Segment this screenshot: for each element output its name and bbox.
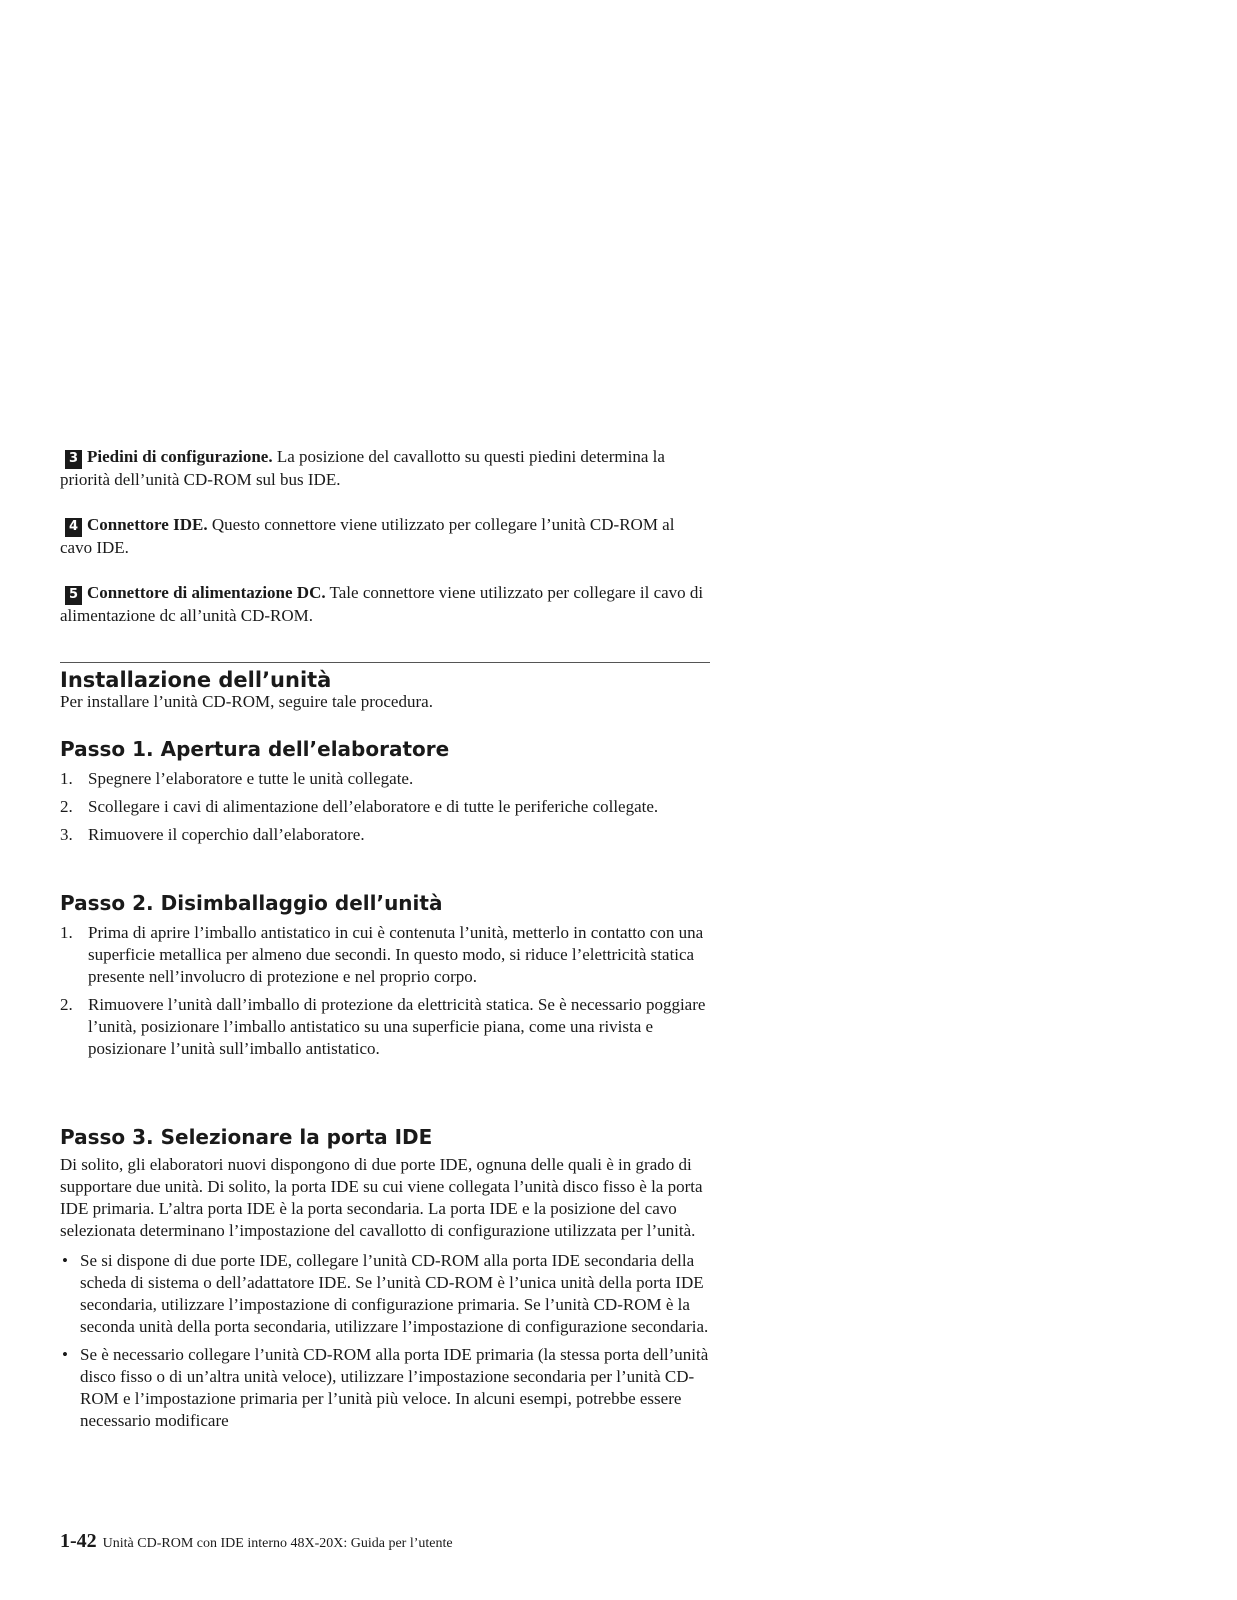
callout-text: La posizione del cavallotto su questi piedini determina la priorità dell’unità CD-ROM sul bus IDE. [60,447,665,489]
step3-block [60,1124,710,1438]
callout-configuration-pins [60,446,710,491]
footer-title: Unità CD-ROM con IDE interno 48X-20X: Guida per l’utente [102,1536,453,1551]
callout-text: Questo connettore viene utilizzato per collegare l’unità CD-ROM al cavo IDE. [60,515,675,557]
step3-bullets [60,1250,710,1432]
list-item: 3. Rimuovere il coperchio dall’elaboratore. [60,825,365,844]
list-item: • Se si dispone di due porte IDE, collegare l’unità CD-ROM alla porta IDE secondaria della scheda di sistema o dell’adattatore IDE. Se l’unità CD-ROM è l’unica unità della porta IDE secondaria, utilizzare l’impostazione di configurazione primaria. Se l’unità CD-ROM è la seconda unità della porta secondaria, utilizzare l’impostazione di configurazione secondaria. [62,1251,709,1336]
callout-marker: 4 [65,518,82,537]
step1-title: Passo 1. Apertura dell’elaboratore [60,737,450,761]
list-item: 2. Rimuovere l’unità dall’imballo di protezione da elettricità statica. Se è necessario poggiare l’unità, posizionare l’imballo antistatico su una superficie piana, come una rivista e posizionare l’unità sull’imballo antistatico. [60,995,706,1058]
section-intro: Per installare l’unità CD-ROM, seguire tale procedura. [60,692,433,711]
callout-term: Connettore di alimentazione DC. [87,583,326,602]
step1-list [60,768,710,846]
page-footer [60,1530,453,1553]
section-title: Installazione dell’unità [60,668,332,692]
step3-paragraph: Di solito, gli elaboratori nuovi dispongono di due porte IDE, ognuna delle quali è in grado di supportare due unità. Di solito, la porta IDE su cui viene collegata l’unità disco fisso è la porta IDE primaria. L’altra porta IDE è la porta secondaria. La porta IDE e la posizione del cavo selezionata determinano l’impostazione del cavallotto di configurazione utilizzata per l’unità. [60,1155,703,1240]
list-item: 1. Prima di aprire l’imballo antistatico in cui è contenuta l’unità, metterlo in contatto con una superficie metallica per almeno due secondi. In questo modo, si riduce l’elettricità statica presente nell’involucro di protezione e nel proprio corpo. [60,923,704,986]
callout-marker: 3 [65,450,82,469]
callout-text: Tale connettore viene utilizzato per collegare il cavo di alimentazione dc all’unità CD-ROM. [60,583,704,625]
callout-term: Connettore IDE. [87,515,208,534]
list-item: 1. Spegnere l’elaboratore e tutte le unità collegate. [60,769,414,788]
step1-block [60,736,710,852]
step2-list [60,922,710,1060]
page-number: 1-42 [60,1530,97,1552]
list-item: 2. Scollegare i cavi di alimentazione dell’elaboratore e di tutte le periferiche collegate. [60,797,659,816]
step2-block [60,890,710,1066]
step3-title: Passo 3. Selezionare la porta IDE [60,1125,433,1149]
callout-dc-power-connector [60,582,710,627]
list-item: • Se è necessario collegare l’unità CD-ROM alla porta IDE primaria (la stessa porta dell’unità disco fisso o di un’altra unità veloce), utilizzare l’impostazione secondaria per l’unità CD-ROM e l’impostazione primaria per l’unità più veloce. In alcuni esempi, potrebbe essere necessario modificare [62,1345,709,1430]
callout-term: Piedini di configurazione. [87,447,273,466]
callout-ide-connector [60,514,710,559]
step2-title: Passo 2. Disimballaggio dell’unità [60,891,443,915]
callout-marker: 5 [65,586,82,605]
section-divider [60,662,710,663]
